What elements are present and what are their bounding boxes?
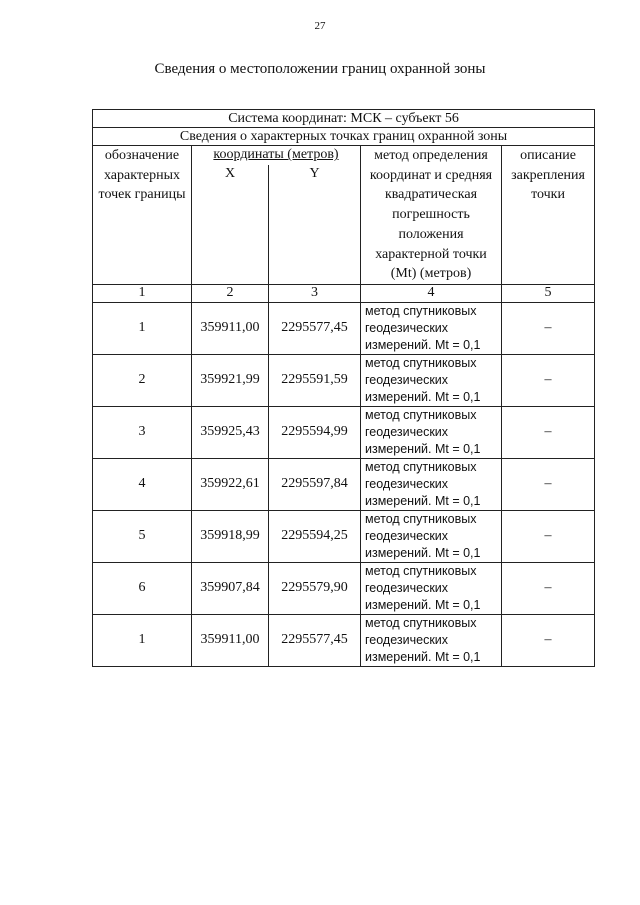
column-number-row: [93, 284, 595, 302]
description-value: –: [502, 354, 595, 406]
header-row: [93, 146, 595, 165]
system-row: [93, 110, 595, 128]
description-value: –: [502, 406, 595, 458]
point-id: 3: [93, 406, 192, 458]
description-value: –: [502, 510, 595, 562]
y-value: 2295594,25: [269, 510, 361, 562]
y-header: Y: [269, 165, 361, 285]
description-value: –: [502, 614, 595, 666]
table-row: [93, 458, 595, 510]
point-id: 2: [93, 354, 192, 406]
table-row: [93, 302, 595, 354]
method-value: метод спутниковых геодезических измерений. Mt = 0,1: [361, 354, 502, 406]
y-value: 2295577,45: [269, 302, 361, 354]
method-value: метод спутниковых геодезических измерений. Mt = 0,1: [361, 614, 502, 666]
method-value: метод спутниковых геодезических измерений. Mt = 0,1: [361, 406, 502, 458]
x-header: X: [192, 165, 269, 285]
description-value: –: [502, 302, 595, 354]
table-body: [93, 110, 595, 667]
description-header: описание закрепления точки: [502, 146, 595, 285]
x-value: 359925,43: [192, 406, 269, 458]
document-title: Сведения о местоположении границ охранной зоны: [154, 61, 486, 77]
column-number: 5: [502, 284, 595, 302]
page-number: 27: [314, 20, 326, 32]
y-value: 2295591,59: [269, 354, 361, 406]
y-value: 2295594,99: [269, 406, 361, 458]
point-id: 5: [93, 510, 192, 562]
x-value: 359922,61: [192, 458, 269, 510]
point-id: 4: [93, 458, 192, 510]
coordinate-system-cell: Система координат: МСК – субъект 56: [93, 110, 595, 128]
method-value: метод спутниковых геодезических измерений. Mt = 0,1: [361, 458, 502, 510]
x-value: 359911,00: [192, 302, 269, 354]
method-value: метод спутниковых геодезических измерений. Mt = 0,1: [361, 302, 502, 354]
coordinates-header-label: координаты (метров): [213, 147, 339, 163]
table-row: [93, 510, 595, 562]
y-value: 2295597,84: [269, 458, 361, 510]
point-id: 6: [93, 562, 192, 614]
section-row: [93, 128, 595, 146]
method-value: метод спутниковых геодезических измерений. Mt = 0,1: [361, 510, 502, 562]
y-value: 2295579,90: [269, 562, 361, 614]
column-number: 4: [361, 284, 502, 302]
x-value: 359911,00: [192, 614, 269, 666]
x-value: 359907,84: [192, 562, 269, 614]
table-row: [93, 406, 595, 458]
table-row: [93, 562, 595, 614]
designation-header: обозначение характерных точек границы: [93, 146, 192, 285]
column-number: 1: [93, 284, 192, 302]
method-value: метод спутниковых геодезических измерений. Mt = 0,1: [361, 562, 502, 614]
x-value: 359918,99: [192, 510, 269, 562]
boundary-points-table: [92, 109, 595, 667]
coordinates-header: [192, 146, 361, 165]
method-header: метод определения координат и средняя квадратическая погрешность положения характерной точки (Mt) (метров): [361, 146, 502, 285]
column-number: 2: [192, 284, 269, 302]
x-value: 359921,99: [192, 354, 269, 406]
point-id: 1: [93, 614, 192, 666]
y-value: 2295577,45: [269, 614, 361, 666]
description-value: –: [502, 458, 595, 510]
description-value: –: [502, 562, 595, 614]
table-row: [93, 354, 595, 406]
point-id: 1: [93, 302, 192, 354]
section-header-cell: Сведения о характерных точках границ охранной зоны: [93, 128, 595, 146]
column-number: 3: [269, 284, 361, 302]
table-row: [93, 614, 595, 666]
